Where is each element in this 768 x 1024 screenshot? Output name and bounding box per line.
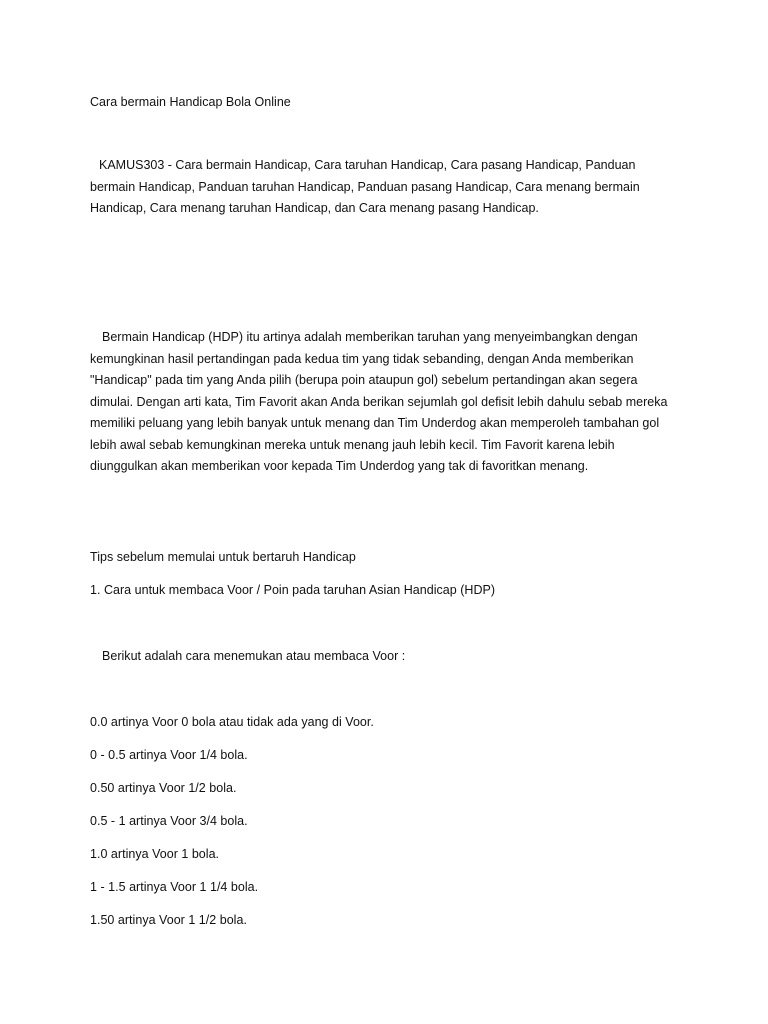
section-1-heading: 1. Cara untuk membaca Voor / Poin pada taruhan Asian Handicap (HDP): [90, 583, 496, 597]
voor-list-item: 1 - 1.5 artinya Voor 1 1/4 bola.: [90, 880, 259, 894]
intro-paragraph: KAMUS303 - Cara bermain Handicap, Cara taruhan Handicap, Cara pasang Handicap, Panduan bermain Handicap, Panduan taruhan Handicap, Panduan pasang Handicap, Cara menang bermain Handicap, Cara menang taruhan Handicap, dan Cara menang pasang Handicap.: [90, 158, 640, 215]
voor-list-item: 1.0 artinya Voor 1 bola.: [90, 847, 220, 861]
body-paragraph: Bermain Handicap (HDP) itu artinya adalah memberikan taruhan yang menyeimbangkan dengan kemungkinan hasil pertandingan pada kedua tim yang tidak sebanding, dengan Anda memberikan "Handicap" pada tim yang Anda pilih (berupa poin ataupun gol) sebelum pertandingan akan segera dimulai. Dengan arti kata, Tim Favorit akan Anda berikan sejumlah gol defisit lebih dahulu sebab mereka memiliki peluang yang lebih banyak untuk menang dan Tim Underdog akan memperoleh tambahan gol lebih awal sebab kemungkinan mereka untuk menang jauh lebih kecil. Tim Favorit karena lebih diunggulkan akan memberikan voor kepada Tim Underdog yang tak di favoritkan menang.: [90, 330, 668, 473]
voor-list-item: 0.5 - 1 artinya Voor 3/4 bola.: [90, 814, 248, 828]
tips-heading: Tips sebelum memulai untuk bertaruh Handicap: [90, 550, 356, 564]
voor-list-item: 1.50 artinya Voor 1 1/2 bola.: [90, 913, 247, 927]
section-1-intro: Berikut adalah cara menemukan atau membaca Voor :: [102, 649, 406, 663]
voor-list-item: 0 - 0.5 artinya Voor 1/4 bola.: [90, 748, 248, 762]
voor-list-item: 0.0 artinya Voor 0 bola atau tidak ada yang di Voor.: [90, 715, 374, 729]
voor-list-item: 0.50 artinya Voor 1/2 bola.: [90, 781, 237, 795]
document-title: Cara bermain Handicap Bola Online: [90, 95, 291, 109]
